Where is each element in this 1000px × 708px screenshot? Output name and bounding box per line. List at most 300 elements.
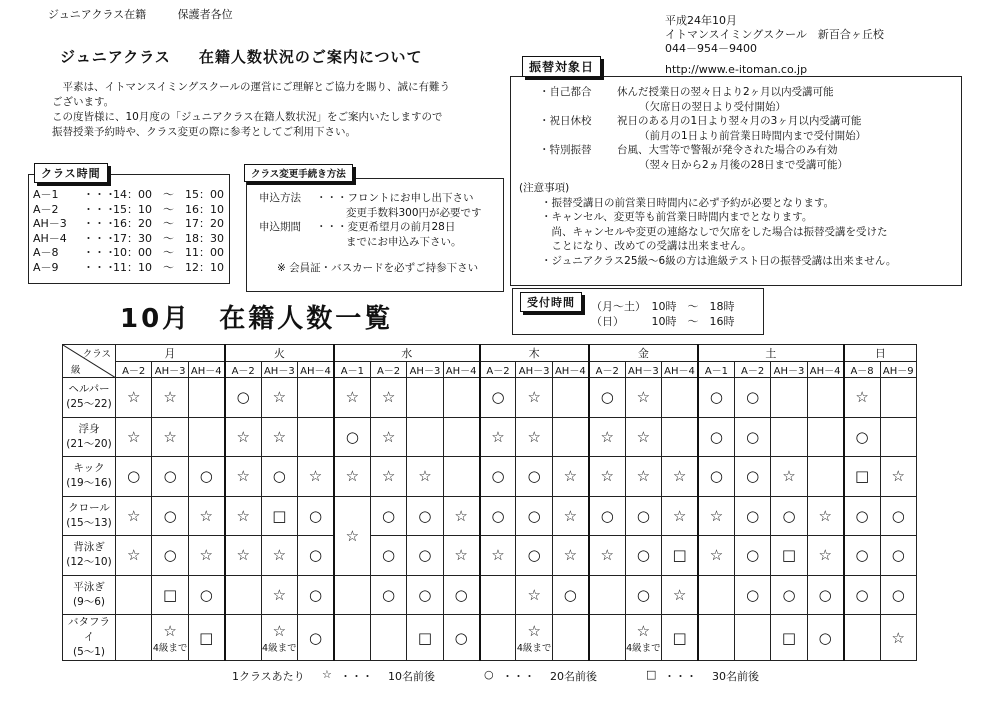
roster-mark: ☆ bbox=[381, 427, 396, 446]
class-header: AH－4 bbox=[188, 362, 224, 378]
roster-cell bbox=[589, 378, 625, 418]
class-header: A－2 bbox=[225, 362, 261, 378]
class-header: AH－9 bbox=[880, 362, 916, 378]
roster-cell bbox=[443, 536, 479, 576]
roster-cell bbox=[298, 536, 334, 576]
roster-mark: ○ bbox=[709, 467, 723, 486]
roster-cell bbox=[662, 536, 698, 576]
roster-cell bbox=[880, 457, 916, 497]
roster-mark: ○ bbox=[382, 506, 396, 525]
roster-mark: ○ bbox=[709, 427, 723, 446]
roster-mark: ○ bbox=[891, 585, 905, 604]
roster-cell bbox=[443, 378, 479, 418]
roster-mark: ☆ bbox=[709, 506, 724, 525]
roster-mark: ☆ bbox=[126, 427, 141, 446]
roster-cell bbox=[662, 378, 698, 418]
roster-cell bbox=[407, 378, 443, 418]
roster-cell bbox=[880, 615, 916, 661]
caution-label: (注意事項) bbox=[519, 182, 570, 194]
roster-cell bbox=[589, 575, 625, 615]
roster-cell bbox=[225, 417, 261, 457]
class-header: A－2 bbox=[589, 362, 625, 378]
level-name: 背泳ぎ bbox=[73, 541, 105, 554]
intro-text bbox=[52, 80, 452, 140]
table-row bbox=[63, 575, 917, 615]
roster-cell bbox=[407, 615, 443, 661]
roster-mark: ☆ bbox=[272, 585, 287, 604]
roster-mark: ○ bbox=[636, 546, 650, 565]
roster-mark: ○ bbox=[855, 427, 869, 446]
corner-top-label: クラス bbox=[82, 349, 111, 360]
roster-mark: ○ bbox=[855, 506, 869, 525]
roster-cell bbox=[552, 496, 588, 536]
roster-mark: ○ bbox=[746, 388, 760, 407]
roster-cell bbox=[188, 457, 224, 497]
roster-cell bbox=[261, 457, 297, 497]
procedure-note: ※ 会員証・バスカードを必ずご持参下さい bbox=[277, 262, 479, 274]
roster-mark: ○ bbox=[308, 585, 323, 604]
roster-mark: ☆ bbox=[672, 585, 687, 604]
roster-cell bbox=[480, 378, 516, 418]
level-limit-note: 4級まで bbox=[626, 642, 661, 654]
day-header: 土 bbox=[698, 345, 844, 362]
roster-cell bbox=[844, 615, 880, 661]
roster-cell bbox=[116, 378, 152, 418]
roster-cell bbox=[734, 378, 770, 418]
roster-cell bbox=[407, 536, 443, 576]
level-range: (19～16) bbox=[66, 477, 112, 490]
roster-mark: ○ bbox=[236, 388, 250, 407]
roster-cell bbox=[334, 496, 370, 575]
class-time-box bbox=[28, 174, 230, 284]
roster-mark: ○ bbox=[199, 585, 213, 604]
level-range: (21～20) bbox=[66, 437, 112, 450]
table-row bbox=[63, 417, 917, 457]
class-header: A－2 bbox=[116, 362, 152, 378]
roster-cell bbox=[698, 575, 734, 615]
roster-cell bbox=[844, 378, 880, 418]
roster-mark: ☆ bbox=[818, 506, 832, 525]
roster-cell bbox=[625, 496, 661, 536]
roster-cell bbox=[844, 417, 880, 457]
roster-cell bbox=[807, 496, 843, 536]
legend-star-sym: ☆ bbox=[322, 668, 332, 681]
roster-cell bbox=[152, 575, 188, 615]
level-range: (15～13) bbox=[66, 516, 112, 529]
furikae-key: ・特別振替 bbox=[539, 144, 592, 156]
roster-cell bbox=[298, 496, 334, 536]
header-sender bbox=[665, 14, 884, 77]
roster-mark: ○ bbox=[382, 585, 396, 604]
level-limit-note: 4級まで bbox=[516, 642, 552, 654]
roster-cell bbox=[516, 536, 552, 576]
caution-line: ・ジュニアクラス25級～6級の方は進級テスト日の振替受講は出来ません。 bbox=[541, 254, 897, 267]
roster-cell bbox=[771, 417, 807, 457]
day-header-row bbox=[63, 345, 917, 362]
roster-mark: ☆ bbox=[126, 546, 141, 565]
legend-square-text: 30名前後 bbox=[712, 670, 759, 683]
roster-mark: ☆ bbox=[272, 427, 287, 446]
roster-mark: ☆ bbox=[381, 388, 396, 407]
roster-cell bbox=[188, 615, 224, 661]
roster-cell bbox=[407, 575, 443, 615]
caution-line: ・キャンセル、変更等も前営業日時間内までとなります。 bbox=[541, 211, 813, 223]
roster-cell bbox=[662, 615, 698, 661]
roster-cell bbox=[188, 575, 224, 615]
roster-mark: ☆ bbox=[855, 388, 869, 407]
roster-cell bbox=[771, 575, 807, 615]
roster-cell bbox=[625, 615, 661, 661]
roster-mark: ☆ bbox=[236, 467, 250, 486]
roster-mark: ☆ bbox=[163, 388, 177, 407]
class-header: AH－3 bbox=[625, 362, 661, 378]
class-header: A－1 bbox=[334, 362, 370, 378]
roster-cell bbox=[334, 575, 370, 615]
roster-mark: ○ bbox=[454, 585, 468, 604]
level-name: ヘルパー bbox=[68, 383, 110, 396]
roster-mark: ○ bbox=[163, 506, 177, 525]
roster-cell bbox=[225, 378, 261, 418]
roster-mark: ☆ bbox=[236, 506, 250, 525]
roster-cell bbox=[516, 457, 552, 497]
roster-cell bbox=[552, 378, 588, 418]
roster-mark: ○ bbox=[272, 467, 286, 486]
roster-cell bbox=[807, 536, 843, 576]
roster-mark: ○ bbox=[636, 585, 650, 604]
method-line-2: 変更手数料300円が必要です bbox=[346, 206, 482, 219]
roster-cell bbox=[552, 575, 588, 615]
level-name: クロール bbox=[68, 501, 110, 514]
roster-mark: ○ bbox=[418, 506, 432, 525]
class-time-row: A－9 ・・・ 11：10 ～ 12：10 bbox=[33, 260, 224, 274]
level-name: 浮身 bbox=[78, 422, 100, 435]
roster-cell bbox=[370, 457, 406, 497]
roster-cell bbox=[625, 378, 661, 418]
roster-cell bbox=[370, 536, 406, 576]
roster-mark: ○ bbox=[600, 506, 614, 525]
roster-cell bbox=[152, 615, 188, 661]
roster-cell bbox=[480, 575, 516, 615]
legend-square-dots: ・・・ bbox=[664, 670, 697, 683]
roster-mark: ☆ bbox=[272, 388, 287, 407]
corner-cell bbox=[63, 345, 116, 378]
level-limit-note: 4級まで bbox=[262, 642, 297, 654]
roster-cell bbox=[880, 496, 916, 536]
class-header: AH－4 bbox=[298, 362, 334, 378]
corner-bottom-label: 級 bbox=[71, 365, 81, 376]
roster-title bbox=[120, 298, 421, 335]
roster-cell bbox=[807, 575, 843, 615]
roster-cell bbox=[298, 457, 334, 497]
roster-mark: □ bbox=[272, 506, 287, 525]
roster-cell bbox=[370, 575, 406, 615]
procedure-label: クラス変更手続き方法 bbox=[244, 164, 353, 182]
roster-cell bbox=[443, 496, 479, 536]
roster-cell bbox=[225, 457, 261, 497]
roster-cell bbox=[625, 575, 661, 615]
roster-mark: ☆ bbox=[308, 467, 323, 486]
roster-cell bbox=[152, 536, 188, 576]
roster-cell bbox=[443, 615, 479, 661]
roster-mark: ○ bbox=[746, 467, 760, 486]
roster-mark: ○ bbox=[746, 427, 760, 446]
roster-cell bbox=[298, 378, 334, 418]
roster-mark: ☆ bbox=[563, 506, 578, 525]
level-limit-note: 4級まで bbox=[152, 642, 188, 654]
roster-heading: 在籍人数一覧 bbox=[219, 304, 394, 334]
level-cell bbox=[63, 615, 116, 661]
roster-cell bbox=[589, 615, 625, 661]
roster-cell bbox=[298, 417, 334, 457]
period-line-2: までにお申込み下さい。 bbox=[346, 235, 462, 248]
class-time-row: AH－4 ・・・ 17：30 ～ 18：30 bbox=[33, 231, 224, 245]
table-row bbox=[63, 536, 917, 576]
roster-cell bbox=[625, 536, 661, 576]
roster-cell bbox=[880, 417, 916, 457]
roster-mark: ☆ bbox=[163, 427, 177, 446]
roster-mark: □ bbox=[854, 467, 870, 486]
roster-mark: ☆ bbox=[600, 467, 614, 486]
roster-cell bbox=[152, 457, 188, 497]
furikae-box bbox=[510, 76, 962, 286]
roster-mark: ○ bbox=[163, 467, 177, 486]
roster-cell bbox=[480, 417, 516, 457]
roster-mark: ○ bbox=[600, 388, 614, 407]
day-header: 金 bbox=[589, 345, 698, 362]
roster-cell bbox=[807, 615, 843, 661]
roster-mark: ☆ bbox=[199, 546, 213, 565]
roster-mark: ○ bbox=[782, 585, 796, 604]
roster-cell bbox=[844, 457, 880, 497]
roster-mark: ☆ bbox=[818, 546, 832, 565]
roster-cell bbox=[188, 536, 224, 576]
roster-cell bbox=[480, 496, 516, 536]
roster-mark: ☆ bbox=[454, 546, 468, 565]
header-date: 平成24年10月 bbox=[665, 14, 737, 27]
roster-cell bbox=[516, 615, 552, 661]
roster-cell bbox=[552, 417, 588, 457]
roster-mark: ○ bbox=[345, 427, 359, 446]
roster-mark: ☆ bbox=[636, 427, 651, 446]
roster-mark: ○ bbox=[491, 506, 505, 525]
roster-cell bbox=[225, 615, 261, 661]
roster-cell bbox=[116, 536, 152, 576]
roster-mark: ○ bbox=[818, 628, 832, 647]
roster-mark: ☆ bbox=[563, 546, 578, 565]
roster-mark: ○ bbox=[709, 388, 723, 407]
roster-cell bbox=[698, 378, 734, 418]
roster-mark: ○ bbox=[563, 585, 577, 604]
roster-cell bbox=[807, 417, 843, 457]
roster-cell bbox=[261, 378, 297, 418]
document-title bbox=[60, 46, 451, 67]
roster-mark: ○ bbox=[382, 546, 396, 565]
roster-mark: ○ bbox=[855, 585, 869, 604]
roster-mark: □ bbox=[781, 546, 797, 565]
roster-mark: ○ bbox=[127, 467, 141, 486]
roster-month: 10月 bbox=[120, 304, 192, 334]
roster-mark: ☆ bbox=[236, 427, 250, 446]
roster-mark: ○ bbox=[308, 506, 323, 525]
roster-mark: ☆ bbox=[891, 467, 905, 486]
level-cell bbox=[63, 575, 116, 615]
roster-mark: ☆ bbox=[636, 621, 651, 640]
table-row bbox=[63, 615, 917, 661]
roster-cell bbox=[225, 536, 261, 576]
roster-mark: ☆ bbox=[891, 628, 905, 647]
roster-cell bbox=[152, 496, 188, 536]
roster-cell bbox=[771, 457, 807, 497]
roster-cell bbox=[552, 615, 588, 661]
roster-cell bbox=[516, 496, 552, 536]
roster-cell bbox=[552, 457, 588, 497]
header-recipient bbox=[48, 6, 261, 22]
roster-mark: ○ bbox=[308, 628, 323, 647]
caution-line: ・振替受講日の前営業日時間内に必ず予約が必要となります。 bbox=[541, 196, 835, 209]
day-header: 木 bbox=[480, 345, 589, 362]
roster-cell bbox=[116, 496, 152, 536]
roster-cell bbox=[698, 417, 734, 457]
class-header: AH－4 bbox=[443, 362, 479, 378]
class-header: A－2 bbox=[480, 362, 516, 378]
legend-circle-sym: ○ bbox=[484, 668, 494, 681]
roster-cell bbox=[844, 575, 880, 615]
class-header: AH－3 bbox=[152, 362, 188, 378]
legend bbox=[232, 668, 792, 684]
roster-mark: ☆ bbox=[345, 526, 360, 545]
period-line-1: ・・・変更希望月の前月28日 bbox=[316, 221, 456, 233]
roster-mark: ○ bbox=[746, 506, 760, 525]
roster-mark: ☆ bbox=[454, 506, 468, 525]
reception-label: 受付時間 bbox=[520, 292, 582, 312]
class-time-row: A－1 ・・・ 14：00 ～ 15：00 bbox=[33, 188, 224, 201]
roster-cell bbox=[771, 615, 807, 661]
roster-cell bbox=[844, 496, 880, 536]
level-cell bbox=[63, 536, 116, 576]
class-time-row: A－8 ・・・ 10：00 ～ 11：00 bbox=[33, 246, 224, 259]
header-left-2: 保護者各位 bbox=[177, 8, 233, 21]
level-cell bbox=[63, 457, 116, 497]
roster-cell bbox=[116, 615, 152, 661]
roster-mark: ☆ bbox=[236, 546, 250, 565]
roster-cell bbox=[188, 417, 224, 457]
day-header: 水 bbox=[334, 345, 480, 362]
roster-cell bbox=[807, 457, 843, 497]
roster-cell bbox=[734, 457, 770, 497]
roster-cell bbox=[844, 536, 880, 576]
class-header: AH－4 bbox=[552, 362, 588, 378]
roster-mark: □ bbox=[672, 628, 687, 647]
level-name: バタフライ bbox=[68, 616, 110, 643]
roster-cell bbox=[480, 457, 516, 497]
roster-mark: ☆ bbox=[782, 467, 796, 486]
legend-square-sym: □ bbox=[646, 668, 657, 681]
legend-prefix: 1クラスあたり bbox=[232, 670, 305, 683]
roster-cell bbox=[261, 536, 297, 576]
roster-cell bbox=[225, 496, 261, 536]
roster-mark: ☆ bbox=[491, 546, 505, 565]
title-part1: ジュニアクラス bbox=[60, 48, 171, 66]
roster-mark: □ bbox=[199, 628, 214, 647]
roster-cell bbox=[771, 536, 807, 576]
roster-mark: ○ bbox=[782, 506, 796, 525]
roster-cell bbox=[370, 378, 406, 418]
roster-cell bbox=[152, 378, 188, 418]
roster-mark: ☆ bbox=[345, 388, 360, 407]
roster-mark: ☆ bbox=[272, 621, 287, 640]
roster-cell bbox=[116, 417, 152, 457]
roster-mark: □ bbox=[672, 546, 687, 565]
roster-cell bbox=[116, 575, 152, 615]
intro-p1: 平素は、イトマンスイミングスクールの運営にご理解とご協力を賜り、誠に有難うございます。 bbox=[52, 81, 450, 108]
roster-cell bbox=[370, 417, 406, 457]
roster-table bbox=[62, 344, 917, 661]
roster-cell bbox=[443, 457, 479, 497]
furikae-sub: （翌々日から2ヵ月後の28日まで受講可能） bbox=[639, 158, 849, 171]
reception-row-1: （月～土） 10時 ～ 18時 bbox=[591, 300, 735, 313]
roster-cell bbox=[188, 378, 224, 418]
roster-cell bbox=[589, 536, 625, 576]
roster-mark: ☆ bbox=[636, 467, 651, 486]
legend-star-dots: ・・・ bbox=[340, 670, 373, 683]
roster-cell bbox=[589, 496, 625, 536]
furikae-val: 休んだ授業日の翌々日より2ヶ月以内受講可能 bbox=[617, 86, 834, 98]
roster-mark: ☆ bbox=[527, 621, 541, 640]
roster-mark: ○ bbox=[527, 506, 541, 525]
roster-cell bbox=[152, 417, 188, 457]
roster-mark: ☆ bbox=[709, 546, 724, 565]
roster-cell bbox=[880, 575, 916, 615]
table-row bbox=[63, 457, 917, 497]
day-header: 月 bbox=[116, 345, 225, 362]
roster-cell bbox=[516, 417, 552, 457]
level-name: 平泳ぎ bbox=[73, 580, 105, 593]
furikae-label: 振替対象日 bbox=[522, 56, 601, 77]
roster-cell bbox=[261, 496, 297, 536]
class-header: AH－3 bbox=[261, 362, 297, 378]
header-left-1: ジュニアクラス在籍 bbox=[48, 8, 147, 21]
roster-mark: ○ bbox=[491, 388, 505, 407]
roster-mark: □ bbox=[163, 585, 178, 604]
roster-cell bbox=[771, 378, 807, 418]
roster-cell bbox=[698, 615, 734, 661]
roster-cell bbox=[188, 496, 224, 536]
furikae-sub: （欠席日の翌日より受付開始） bbox=[639, 100, 786, 113]
table-row bbox=[63, 378, 917, 418]
roster-mark: ○ bbox=[308, 546, 323, 565]
class-time-label: クラス時間 bbox=[34, 163, 108, 183]
class-header: AH－3 bbox=[516, 362, 552, 378]
roster-mark: ○ bbox=[527, 546, 541, 565]
roster-mark: ☆ bbox=[527, 585, 541, 604]
roster-mark: ☆ bbox=[672, 506, 687, 525]
roster-mark: ○ bbox=[418, 546, 432, 565]
roster-cell bbox=[880, 378, 916, 418]
roster-cell bbox=[261, 575, 297, 615]
roster-cell bbox=[552, 536, 588, 576]
roster-cell bbox=[480, 615, 516, 661]
level-range: (9～6) bbox=[72, 595, 106, 608]
roster-cell bbox=[771, 496, 807, 536]
roster-cell bbox=[334, 615, 370, 661]
roster-mark: ☆ bbox=[163, 621, 177, 640]
roster-cell bbox=[407, 457, 443, 497]
furikae-val: 祝日のある月の1日より翌々月の3ヶ月以内受講可能 bbox=[617, 115, 862, 127]
roster-cell bbox=[662, 575, 698, 615]
roster-cell bbox=[334, 378, 370, 418]
intro-p2: この度皆様に、10月度の「ジュニアクラス在籍人数状況」をご案内いたしますので振替授業予約時や、クラス変更の際に参考としてご利用下さい。 bbox=[52, 111, 443, 138]
level-name: キック bbox=[73, 462, 105, 475]
